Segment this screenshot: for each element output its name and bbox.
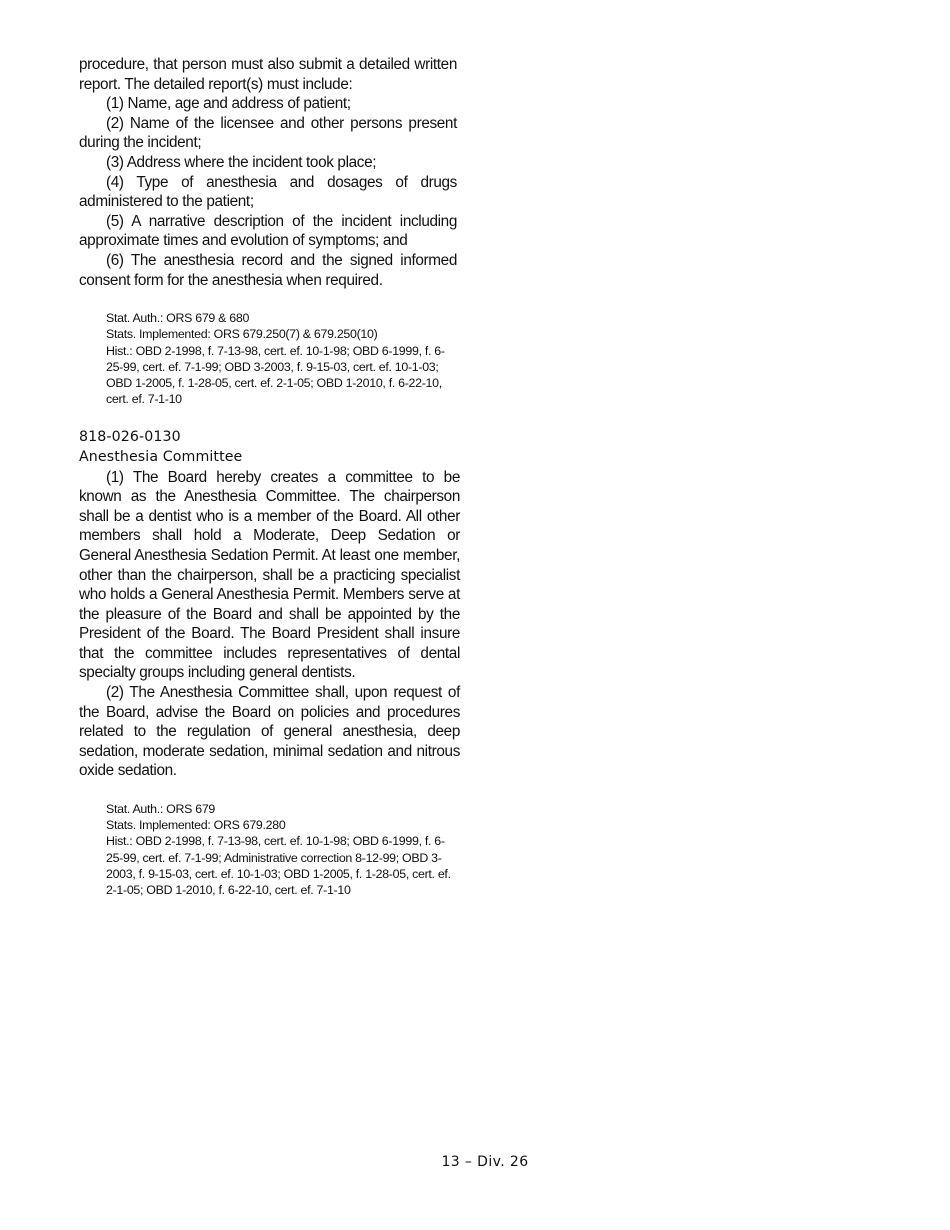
history-note: Hist.: OBD 2-1998, f. 7-13-98, cert. ef. 10-1-98; OBD 6-1999, f. 6-25-99, cert. ef. 7-1-99; OBD 3-2003, f. 9-15-03, cert. ef. 10-1-03; OBD 1-2005, f. 1-28-05, cert. ef. 2-1-05; OBD 1-2010, f. 6-22-10, cert. ef. 7-1-10 [106,343,445,407]
report-item-3: (3) Address where the incident took place; [106,153,377,171]
rule-title: Anesthesia Committee [79,448,243,465]
text-column [79,55,460,898]
stat-auth: Stat. Auth.: ORS 679 [106,802,216,817]
rule-paragraph-1: (1) The Board hereby creates a committee to be known as the Anesthesia Committee. The chairperson shall be a dentist who is a member of the Board. All other members shall hold a Moderate, Deep Sedation or General Anesthesia Sedation Permit. At least one member, other than the chairperson, shall be a practicing specialist who holds a General Anesthesia Permit. Members serve at the pleasure of the Board and shall be appointed by the President of the Board. The Board President shall insure that the committee includes representatives of dental specialty groups including general dentists. [79,468,460,682]
statutory-authority-block [106,801,457,898]
stat-auth: Stat. Auth.: ORS 679 & 680 [106,311,250,326]
stats-implemented: Stats. Implemented: ORS 679.250(7) & 679.250(10) [106,327,378,342]
page-footer: 13 – Div. 26 [441,1154,529,1170]
history-note: Hist.: OBD 2-1998, f. 7-13-98, cert. ef. 10-1-98; OBD 6-1999, f. 6-25-99, cert. ef. 7-1-99; Administrative correction 8-12-99; OBD 3-2003, f. 9-15-03, cert. ef. 10-1-03; OBD 1-2005, f. 1-28-05, cert. ef. 2-1-05; OBD 1-2010, f. 6-22-10, cert. ef. 7-1-10 [106,834,451,898]
report-item-1: (1) Name, age and address of patient; [106,95,351,113]
report-item-5: (5) A narrative description of the incident including approximate times and evolution of symptoms; and [79,212,457,250]
rule-body [79,468,460,782]
rule-number: 818-026-0130 [79,429,181,446]
report-item-4: (4) Type of anesthesia and dosages of drugs administered to the patient; [79,173,457,211]
report-item-2: (2) Name of the licensee and other persons present during the incident; [79,114,457,152]
report-item-6: (6) The anesthesia record and the signed informed consent form for the anesthesia when required. [79,251,457,289]
statutory-authority-block [106,310,457,407]
stats-implemented: Stats. Implemented: ORS 679.280 [106,818,286,833]
rule-paragraph-2: (2) The Anesthesia Committee shall, upon request of the Board, advise the Board on policies and procedures related to the regulation of general anesthesia, deep sedation, moderate sedation, minimal sedation and nitrous oxide sedation. [79,684,460,780]
continuation-paragraph: procedure, that person must also submit a detailed written report. The detailed report(s) must include: [79,56,457,93]
